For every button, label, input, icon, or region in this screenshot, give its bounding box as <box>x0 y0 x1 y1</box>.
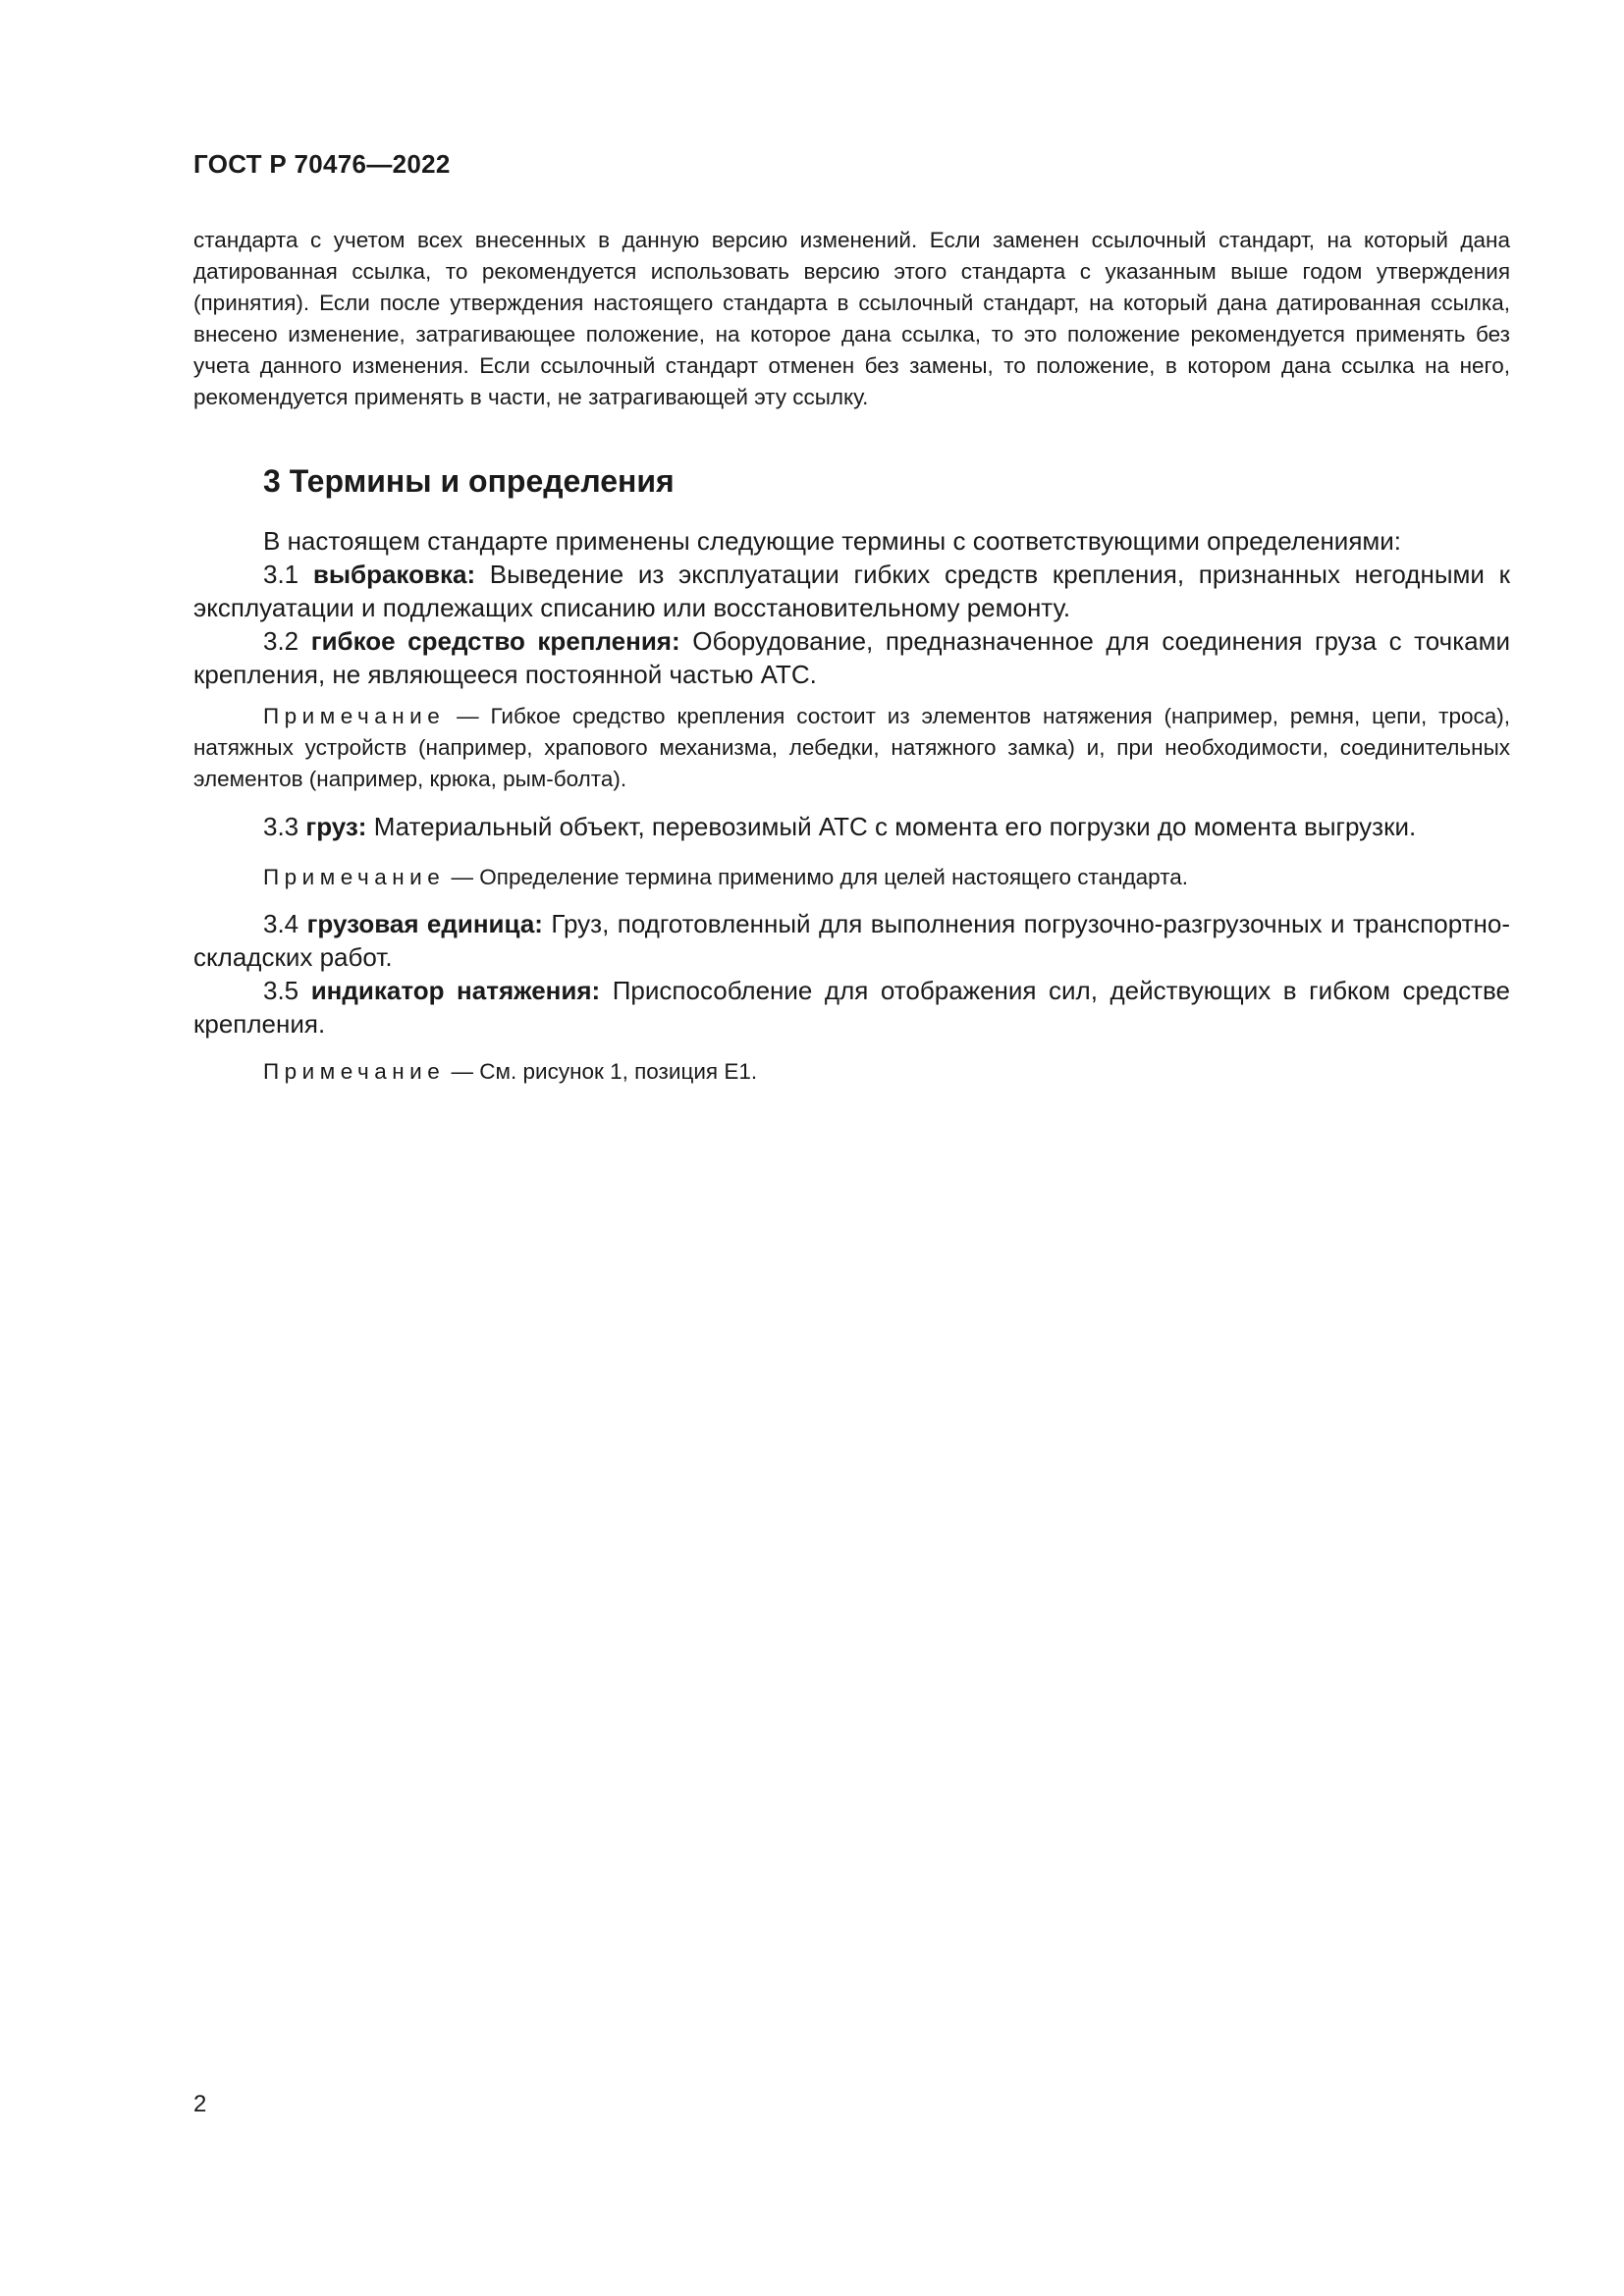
term-definition: Приспособление для отображения сил, действующих в гибком средстве крепления. <box>193 976 1510 1039</box>
note-dash: — <box>457 704 479 728</box>
term-name: индикатор натяжения: <box>310 976 601 1005</box>
term-entry-3-5 <box>193 974 1510 1041</box>
note-3-5 <box>193 1056 1510 1088</box>
note-label: Примечание <box>263 865 446 889</box>
term-definition: Выведение из эксплуатации гибких средств крепления, признанных негодными к эксплуатации и подлежащих списанию или восстановительному ремонту. <box>193 560 1510 622</box>
term-entry-3-3 <box>193 810 1510 843</box>
term-number: 3.1 <box>263 560 299 589</box>
term-name: выбраковка: <box>312 560 476 589</box>
page-number: 2 <box>193 2091 207 2117</box>
note-3-2 <box>193 701 1510 795</box>
intro-paragraph: стандарта с учетом всех внесенных в данную версию изменений. Если заменен ссылочный стандарт, на который дана датированная ссылка, то рекомендуется использовать версию этого стандарта с указанным выше годом утверждения (принятия). Если после утверждения настоящего стандарта в ссылочный стандарт, на который дана датированная ссылка, внесено изменение, затрагивающее положение, на которое дана ссылка, то это положение рекомендуется применять без учета данного изменения. Если ссылочный стандарт отменен без замены, то положение, в котором дана ссылка на него, рекомендуется применять в части, не затрагивающей эту ссылку. <box>193 228 1510 409</box>
section-lead: В настоящем стандарте применены следующие термины с соответствующими определениями: <box>263 526 1402 556</box>
note-text: Определение термина применимо для целей настоящего стандарта. <box>479 865 1189 889</box>
terms-block-2 <box>193 907 1510 1041</box>
note-text: Гибкое средство крепления состоит из элементов натяжения (например, ремня, цепи, троса), натяжных устройств (например, храпового механизма, лебедки, натяжного замка) и, при необходимости, соединительных элементов (например, крюка, рым-болта). <box>193 704 1510 791</box>
note-label: Примечание <box>263 704 446 728</box>
note-dash: — <box>451 1059 473 1084</box>
note-text: См. рисунок 1, позиция Е1. <box>479 1059 758 1084</box>
term-entry-3-1 <box>193 558 1510 624</box>
term-name: грузовая единица: <box>306 909 543 938</box>
section-title: 3 Термины и определения <box>263 463 675 499</box>
note-3-3 <box>193 862 1510 893</box>
term-definition: Материальный объект, перевозимый АТС с момента его погрузки до момента выгрузки. <box>373 812 1417 841</box>
term-entry-3-4 <box>193 907 1510 974</box>
term-name: груз: <box>305 812 367 841</box>
term-definition: Оборудование, предназначенное для соединения груза с точками крепления, не являющееся постоянной частью АТС. <box>193 626 1511 689</box>
term-number: 3.2 <box>263 626 299 656</box>
terms-block-1 <box>193 524 1510 691</box>
term-entry-3-2 <box>193 624 1510 691</box>
term-definition: Груз, подготовленный для выполнения погрузочно-разгрузочных и транспортно-складских работ. <box>193 909 1510 972</box>
document-header: ГОСТ Р 70476—2022 <box>193 149 451 179</box>
note-dash: — <box>451 865 473 889</box>
term-number: 3.4 <box>263 909 299 938</box>
term-number: 3.5 <box>263 976 299 1005</box>
term-name: гибкое средство крепления: <box>310 626 680 656</box>
term-number: 3.3 <box>263 812 299 841</box>
note-label: Примечание <box>263 1059 446 1084</box>
